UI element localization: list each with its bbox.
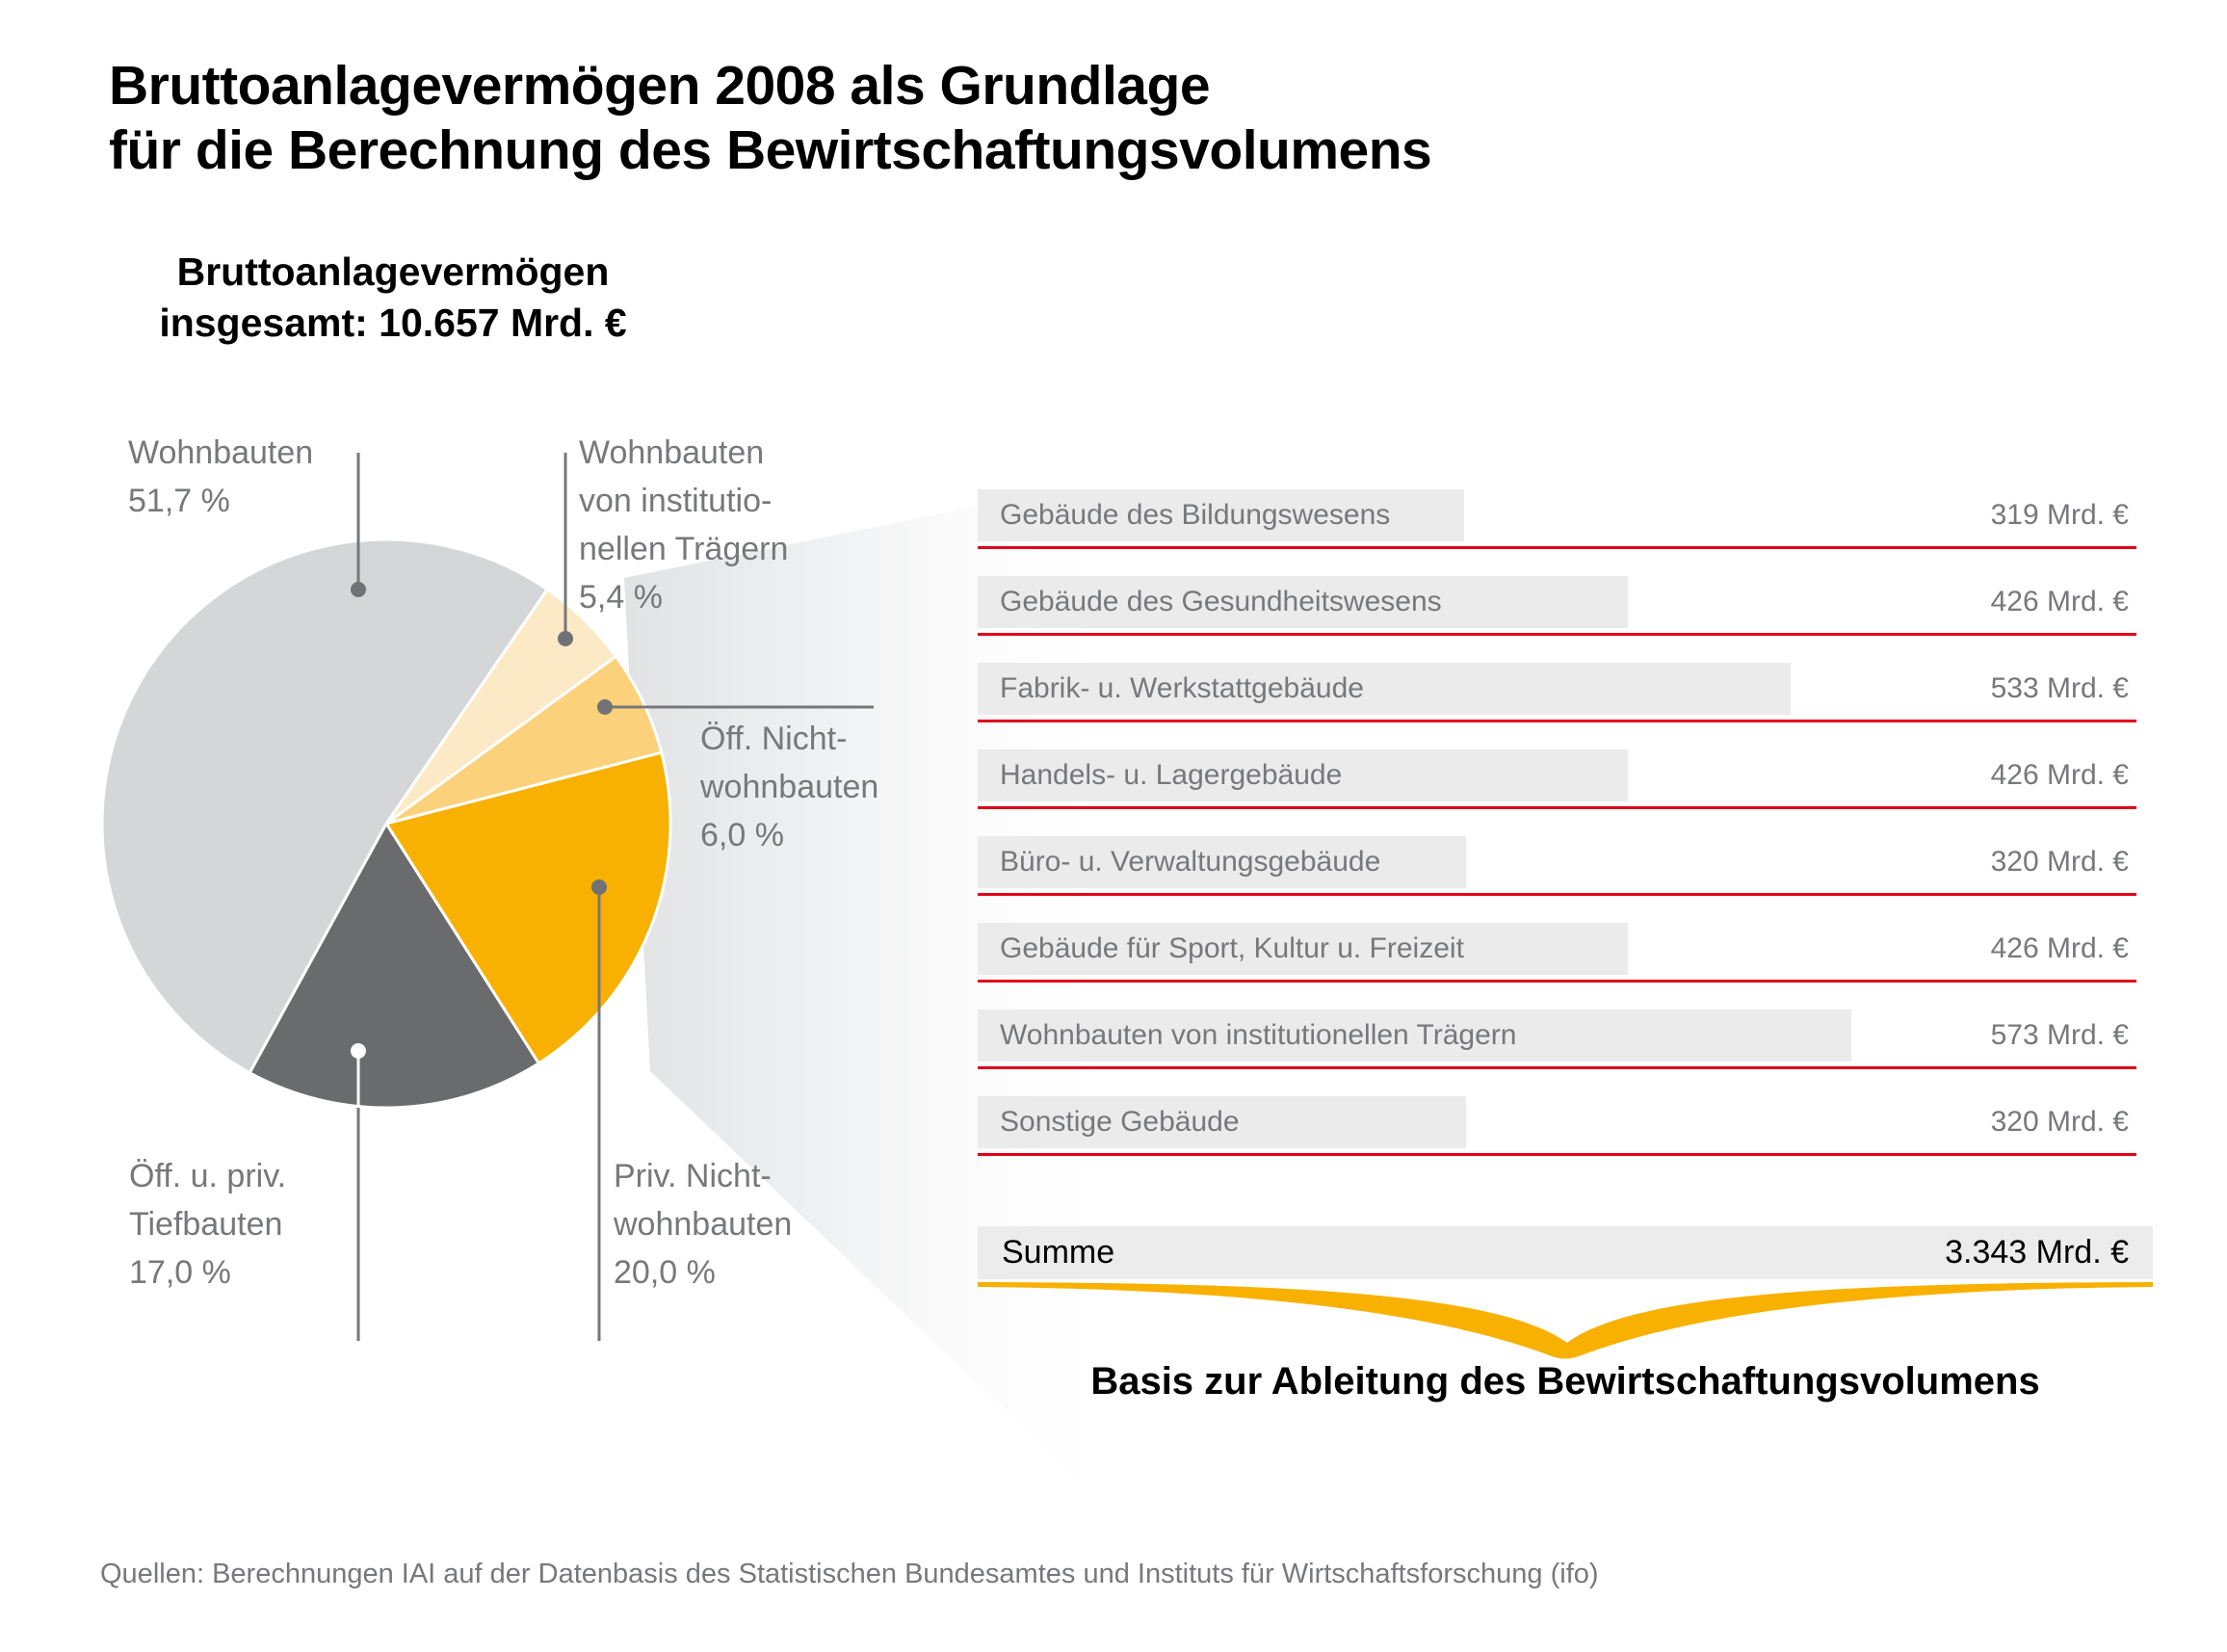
row-underline (978, 980, 2136, 983)
row-underline (978, 633, 2136, 636)
row-underline (978, 1153, 2136, 1156)
table-row (978, 489, 2136, 550)
row-label: Wohnbauten von institutionellen Trägern (1000, 1019, 1517, 1051)
page-title-line1: Bruttoanlagevermögen 2008 als Grundlage (109, 55, 1211, 117)
row-underline (978, 720, 2136, 722)
row-value: 426 Mrd. € (1990, 586, 2129, 617)
row-value: 320 Mrd. € (1990, 1106, 2129, 1138)
row-label: Büro- u. Verwaltungsgebäude (1000, 846, 1381, 878)
pie-label-text: von institutio- (579, 483, 773, 519)
pie-label-pct: 5,4 % (579, 579, 663, 616)
pie-total-caption-line2: insgesamt: 10.657 Mrd. € (159, 301, 627, 345)
pie-label-text: Priv. Nicht- (614, 1158, 772, 1194)
sum-row (978, 1226, 2153, 1279)
table-row (978, 836, 2136, 897)
pie-label-pct: 6,0 % (700, 817, 784, 853)
pie-slices (102, 539, 670, 1108)
pie-label-priv-nichtwohnbauten (614, 1152, 792, 1297)
pie-label-wohnbauten (128, 429, 313, 525)
row-label: Handels- u. Lagergebäude (1000, 759, 1343, 791)
pie-label-pct: 51,7 % (128, 483, 230, 519)
table-row (978, 1096, 2136, 1157)
pie-label-text: nellen Trägern (579, 531, 789, 567)
source-note: Quellen: Berechnungen IAI auf der Datenbasis des Statistischen Bundesamtes und Instituts für Wirtschaftsforschung (ifo) (100, 1559, 1599, 1589)
pie-label-text: wohnbauten (614, 1206, 793, 1243)
basis-callout: Basis zur Ableitung des Bewirtschaftungsvolumens (1090, 1360, 2040, 1403)
pie-label-pct: 17,0 % (129, 1254, 231, 1291)
row-label: Gebäude des Bildungswesens (1000, 499, 1391, 531)
table-row (978, 663, 2136, 723)
row-underline (978, 546, 2136, 549)
pie-label-text: wohnbauten (700, 769, 879, 805)
pie-label-oeff-nichtwohnbauten (700, 715, 878, 859)
table-row (978, 1010, 2136, 1070)
pie-label-text: Öff. u. priv. (129, 1158, 287, 1194)
row-value: 320 Mrd. € (1990, 846, 2129, 878)
table-row (978, 749, 2136, 810)
pie-label-text: Tiefbauten (129, 1206, 283, 1243)
pie-label-institutionell (579, 429, 788, 621)
down-arrow-shape (978, 1282, 2153, 1359)
pie-label-pct: 20,0 % (614, 1254, 716, 1291)
table-row (978, 923, 2136, 983)
row-label: Sonstige Gebäude (1000, 1106, 1240, 1138)
pie-label-text: Öff. Nicht- (700, 721, 848, 757)
table-row (978, 576, 2136, 637)
down-arrow (978, 1281, 2153, 1373)
row-value: 573 Mrd. € (1990, 1019, 2129, 1051)
pie-label-tiefbauten (129, 1152, 286, 1297)
sum-label: Summe (1002, 1234, 1115, 1271)
pie-label-text: Wohnbauten (579, 434, 765, 471)
row-underline (978, 1066, 2136, 1069)
row-value: 426 Mrd. € (1990, 759, 2129, 791)
table-rows (978, 489, 2136, 1191)
row-underline (978, 806, 2136, 809)
row-label: Fabrik- u. Werkstattgebäude (1000, 672, 1364, 704)
pie-total-caption-line1: Bruttoanlagevermögen (176, 249, 610, 294)
page-title-line2: für die Berechnung des Bewirtschaftungsvolumens (109, 119, 1432, 181)
row-value: 319 Mrd. € (1990, 499, 2129, 531)
row-label: Gebäude für Sport, Kultur u. Freizeit (1000, 932, 1464, 964)
row-underline (978, 893, 2136, 896)
sum-value: 3.343 Mrd. € (1945, 1234, 2129, 1271)
row-label: Gebäude des Gesundheitswesens (1000, 586, 1442, 617)
row-value: 533 Mrd. € (1990, 672, 2129, 704)
pie-label-text: Wohnbauten (128, 434, 314, 471)
row-value: 426 Mrd. € (1990, 932, 2129, 964)
